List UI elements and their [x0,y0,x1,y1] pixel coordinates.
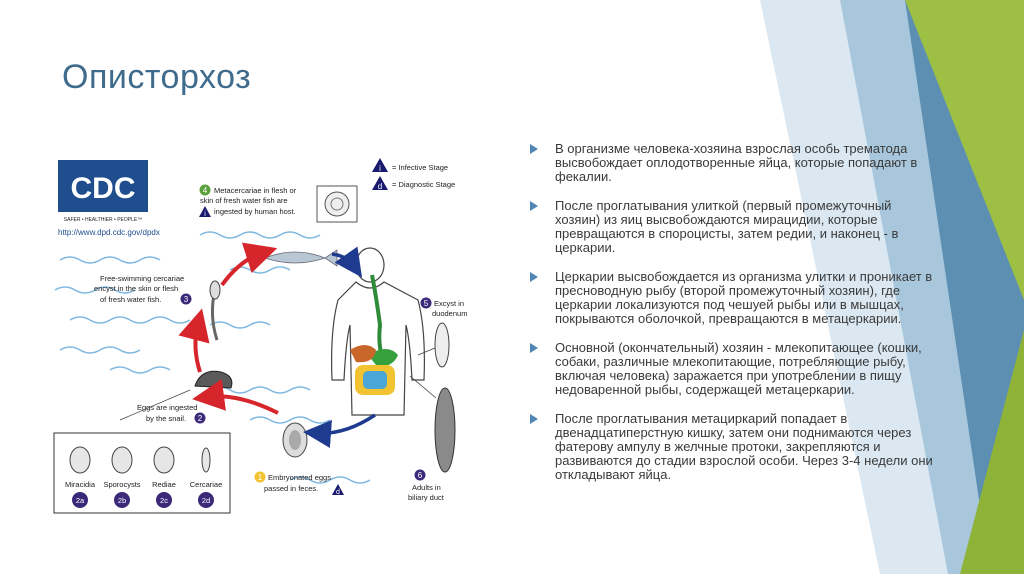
snail-stage-num: 2b [117,496,127,505]
snail-stage-num: 2c [160,496,168,505]
stage3-line1: Free-swimming cercariae [100,274,185,283]
fish-image [265,250,337,266]
cdc-tagline: SAFER • HEALTHIER • PEOPLE™ [63,217,143,223]
stage2-line2: by the snail. [146,414,187,423]
stage4-line3: ingested by human host. [214,207,296,216]
arrow-egg-to-snail [208,396,278,413]
snail-stage-num: 2d [201,496,211,505]
lifecycle-diagram [50,150,470,520]
stage3-line3: of fresh water fish. [100,295,162,304]
slide-title: Описторхоз [62,58,252,96]
cdc-logo-text: CDC [70,172,136,205]
adult-fluke-image [435,388,455,472]
stage2-num: 2 [197,414,203,423]
bullet-arrow-icon [530,343,538,353]
snail-stage-label: Cercariae [189,480,223,489]
snail-stage-image [202,448,210,472]
diagnostic-symbol: d [377,182,383,191]
bullet-item: После проглатывания улиткой (первый промежуточный хозяин) из яиц высвобождаются мирацидии, которые превращаются в спороцисты, затем редии, и наконец - в церкарии. [528,199,936,255]
stage2-line1: Eggs are ingested [137,403,198,412]
excysted-larva-image [435,323,449,367]
arrow-snail-to-cercariae [195,324,200,372]
snail-stage-image [70,447,90,473]
snail-stage-image [154,447,174,473]
stage1-num: 1 [257,473,263,482]
stage6-line2: biliary duct [408,493,444,502]
stage4-mark: i [204,211,206,218]
stage3-line2: encyst in the skin or flesh [94,284,179,293]
bullet-list [528,142,936,497]
arrow-human-to-egg [317,415,375,433]
stage5-num: 5 [423,299,429,308]
snail-image [195,371,232,388]
infective-stage-label: = Infective Stage [392,163,449,172]
snail-stage-image [112,447,132,473]
stage3-num: 3 [183,295,189,304]
snail-stage-num: 2a [75,496,85,505]
stage5-line2: duodenum [432,309,468,318]
stage1-line2: passed in feces. [264,484,319,493]
bullet-item: Основной (окончательный) хозяин - млекопитающее (кошки, собаки, различные млекопитающие, потребляющие рыбу, включая человека) заражается при употреблении в пищу недоваренной рыбы, содержащей метацеркарии. [528,341,936,397]
small-intestine [363,371,387,389]
stage4-line1: Metacercariae in flesh or [214,186,297,195]
snail-stage-label: Rediae [152,480,176,489]
arrow-cercariae-to-fish [222,253,262,285]
cdc-url: http://www.dpd.cdc.gov/dpdx [58,228,160,237]
stage5-line1: Excyst in [434,299,465,308]
stage4-num: 4 [202,186,208,195]
bullet-item: В организме человека-хозяина взрослая особь трематода высвобождает оплодотворенные яйца, которые попадают в фекалии. [528,142,936,184]
stage6-line1: Adults in [412,483,441,492]
bullet-arrow-icon [530,272,538,282]
bullet-arrow-icon [530,414,538,424]
stage1-mark: d [336,489,340,496]
bullet-arrow-icon [530,144,538,154]
snail-stage-label: Sporocysts [103,480,141,489]
bullet-item: Церкарии высвобождается из организма улитки и проникает в пресноводную рыбу (второй промежуточный хозяин), где церкарии локализуются под чешуей рыбы или в мышцах, покрываются оболочкой, превращаются в метацеркарии. [528,270,936,326]
snail-stage-label: Miracidia [64,480,96,489]
stage1-line1: Embryonated eggs [268,473,331,482]
stage6-num: 6 [417,471,423,480]
stage4-line2: skin of fresh water fish are [200,196,288,205]
bullet-item: После проглатывания метациркарий попадает в двенадцатиперстную кишку, затем они поднимаются через фатерову ампулу в желчные протоки, закрепляются и развиваются до стадии взрослой особи. Через 3-4 недели они откладывают яйца. [528,412,936,482]
infective-symbol: i [379,164,381,173]
bullet-arrow-icon [530,201,538,211]
diagnostic-stage-label: = Diagnostic Stage [392,180,456,189]
